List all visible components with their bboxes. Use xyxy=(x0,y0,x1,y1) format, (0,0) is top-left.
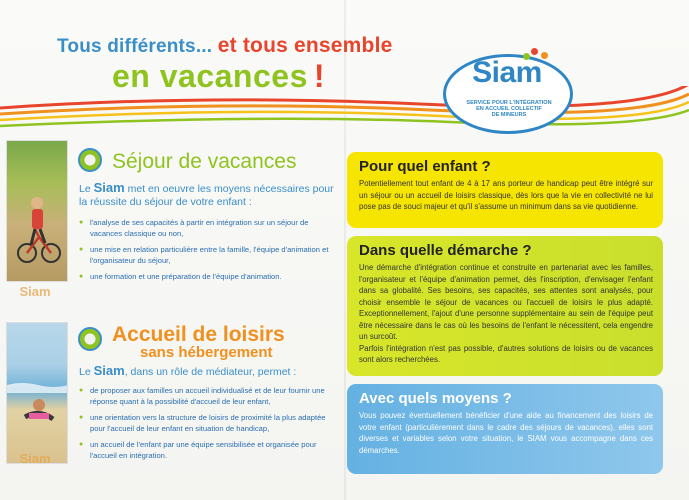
accueil-intro xyxy=(79,364,334,379)
headline-part1: Tous différents... xyxy=(57,36,213,57)
logo-subtitle-line2: EN ACCUEIL COLLECTIF xyxy=(476,106,542,112)
fold-line xyxy=(344,0,346,500)
beach-illustration xyxy=(7,323,68,464)
box-quel-enfant-text xyxy=(359,178,653,213)
logo-subtitle-line3: DE MINEURS xyxy=(491,112,527,118)
box-quel-enfant-paragraph: Potentiellement tout enfant de 4 à 17 ans porteur de handicap peut être intégré sur un séjour ou un accueil de loisirs classique, dès lors que la vie en collectivité ne lui pose pas de souci majeur et qu'il s'assume un minimum dans sa vie quotidienne. xyxy=(359,179,653,211)
box-moyens-title: Avec quels moyens ? xyxy=(359,390,512,407)
list-item: ● une orientation vers la structure de loisirs de proximité la plus adaptée pour l'accueil de leur enfant en situation de handicap, xyxy=(79,413,337,434)
logo-name: Siam xyxy=(472,56,542,89)
box-demarche-title: Dans quelle démarche ? xyxy=(359,242,532,259)
headline-vacances: en vacances xyxy=(112,58,308,94)
logo-subtitle-line1: SERVICE POUR L'INTÉGRATION xyxy=(466,100,552,106)
box-quel-enfant-title: Pour quel enfant ? xyxy=(359,158,491,175)
sejour-intro-prefix: Le xyxy=(79,183,91,195)
sejour-title: Séjour de vacances xyxy=(112,150,297,173)
headline-exclamation: ! xyxy=(313,58,326,94)
accueil-intro-rest: , dans un rôle de médiateur, permet : xyxy=(124,366,297,378)
box-demarche-text xyxy=(359,262,653,366)
header-swoosh xyxy=(0,86,689,136)
bicycle-illustration xyxy=(7,141,68,282)
headline-line1 xyxy=(57,34,393,58)
photo-child-bicycle xyxy=(6,140,68,282)
sejour-bullet-icon xyxy=(78,148,102,172)
siam-logo xyxy=(443,48,573,136)
list-item: ● de proposer aux familles un accueil individualisé et de leur fournir une réponse quant à la possibilité d'accueil de leur enfant, xyxy=(79,386,337,407)
mini-logo-2: Siam xyxy=(19,451,51,466)
list-item: ● une formation et une préparation de l'équipe d'animation. xyxy=(79,272,337,283)
box-demarche-paragraph-2: Parfois l'intégration n'est pas possible, d'autres solutions de loisirs ou de vacances sont alors recherchées. xyxy=(359,343,653,364)
accueil-subtitle: sans hébergement xyxy=(140,344,273,361)
sejour-intro-rest: met en oeuvre les moyens nécessaires pour la réussite du séjour de votre enfant : xyxy=(79,183,334,208)
headline-part2: et tous ensemble xyxy=(217,34,393,57)
box-quel-enfant xyxy=(347,152,663,228)
box-moyens-paragraph: Vous pouvez éventuellement bénéficier d'une aide au financement des loisirs de votre enfant (particulièrement dans le cadre des séjours de vacances), elles sont diverses et variables selon votre situation, le SIAM vous accompagne dans ces démarches. xyxy=(359,411,653,455)
box-demarche-paragraph-1: Une démarche d'intégration continue et construite en partenariat avec les familles, l'organisateur et l'équipe d'animation permet, dès l'inscription, d'envisager l'enfant dans sa globalité. Ses besoins, ses capacités, ses attentes sont analysés, pour choisir ensemble le séjour de vacances ou l'accueil de loisirs le plus adapté. Exceptionnellement, l'ajout d'une personne supplémentaire au sein de l'équipe peut être nécessaire dans le cas où les besoins de l'enfant le nécessitent, cela engendre un surcoût. xyxy=(359,263,653,341)
sejour-intro xyxy=(79,181,334,209)
accueil-intro-brand: Siam xyxy=(93,363,125,378)
mini-logo-1: Siam xyxy=(19,284,51,299)
accueil-bullet-list xyxy=(79,386,337,467)
logo-subtitle xyxy=(453,100,565,118)
box-demarche xyxy=(347,236,663,376)
logo-dot-red xyxy=(531,48,538,55)
sejour-intro-brand: Siam xyxy=(93,180,125,195)
accueil-intro-prefix: Le xyxy=(79,366,91,378)
accueil-title: Accueil de loisirs xyxy=(112,323,285,346)
list-item: ● l'analyse de ses capacités à partir en intégration sur un séjour de vacances classique ou non, xyxy=(79,218,337,239)
list-item: ● un accueil de l'enfant par une équipe sensibilisée et organisée pour l'accueil en intégration. xyxy=(79,440,337,461)
photo-child-beach xyxy=(6,322,68,464)
box-moyens xyxy=(347,384,663,474)
sejour-bullet-list xyxy=(79,218,337,289)
list-item: ● une mise en relation particulière entre la famille, l'équipe d'animation et l'organisateur du séjour, xyxy=(79,245,337,266)
box-moyens-text xyxy=(359,410,653,456)
accueil-bullet-icon xyxy=(78,327,102,351)
